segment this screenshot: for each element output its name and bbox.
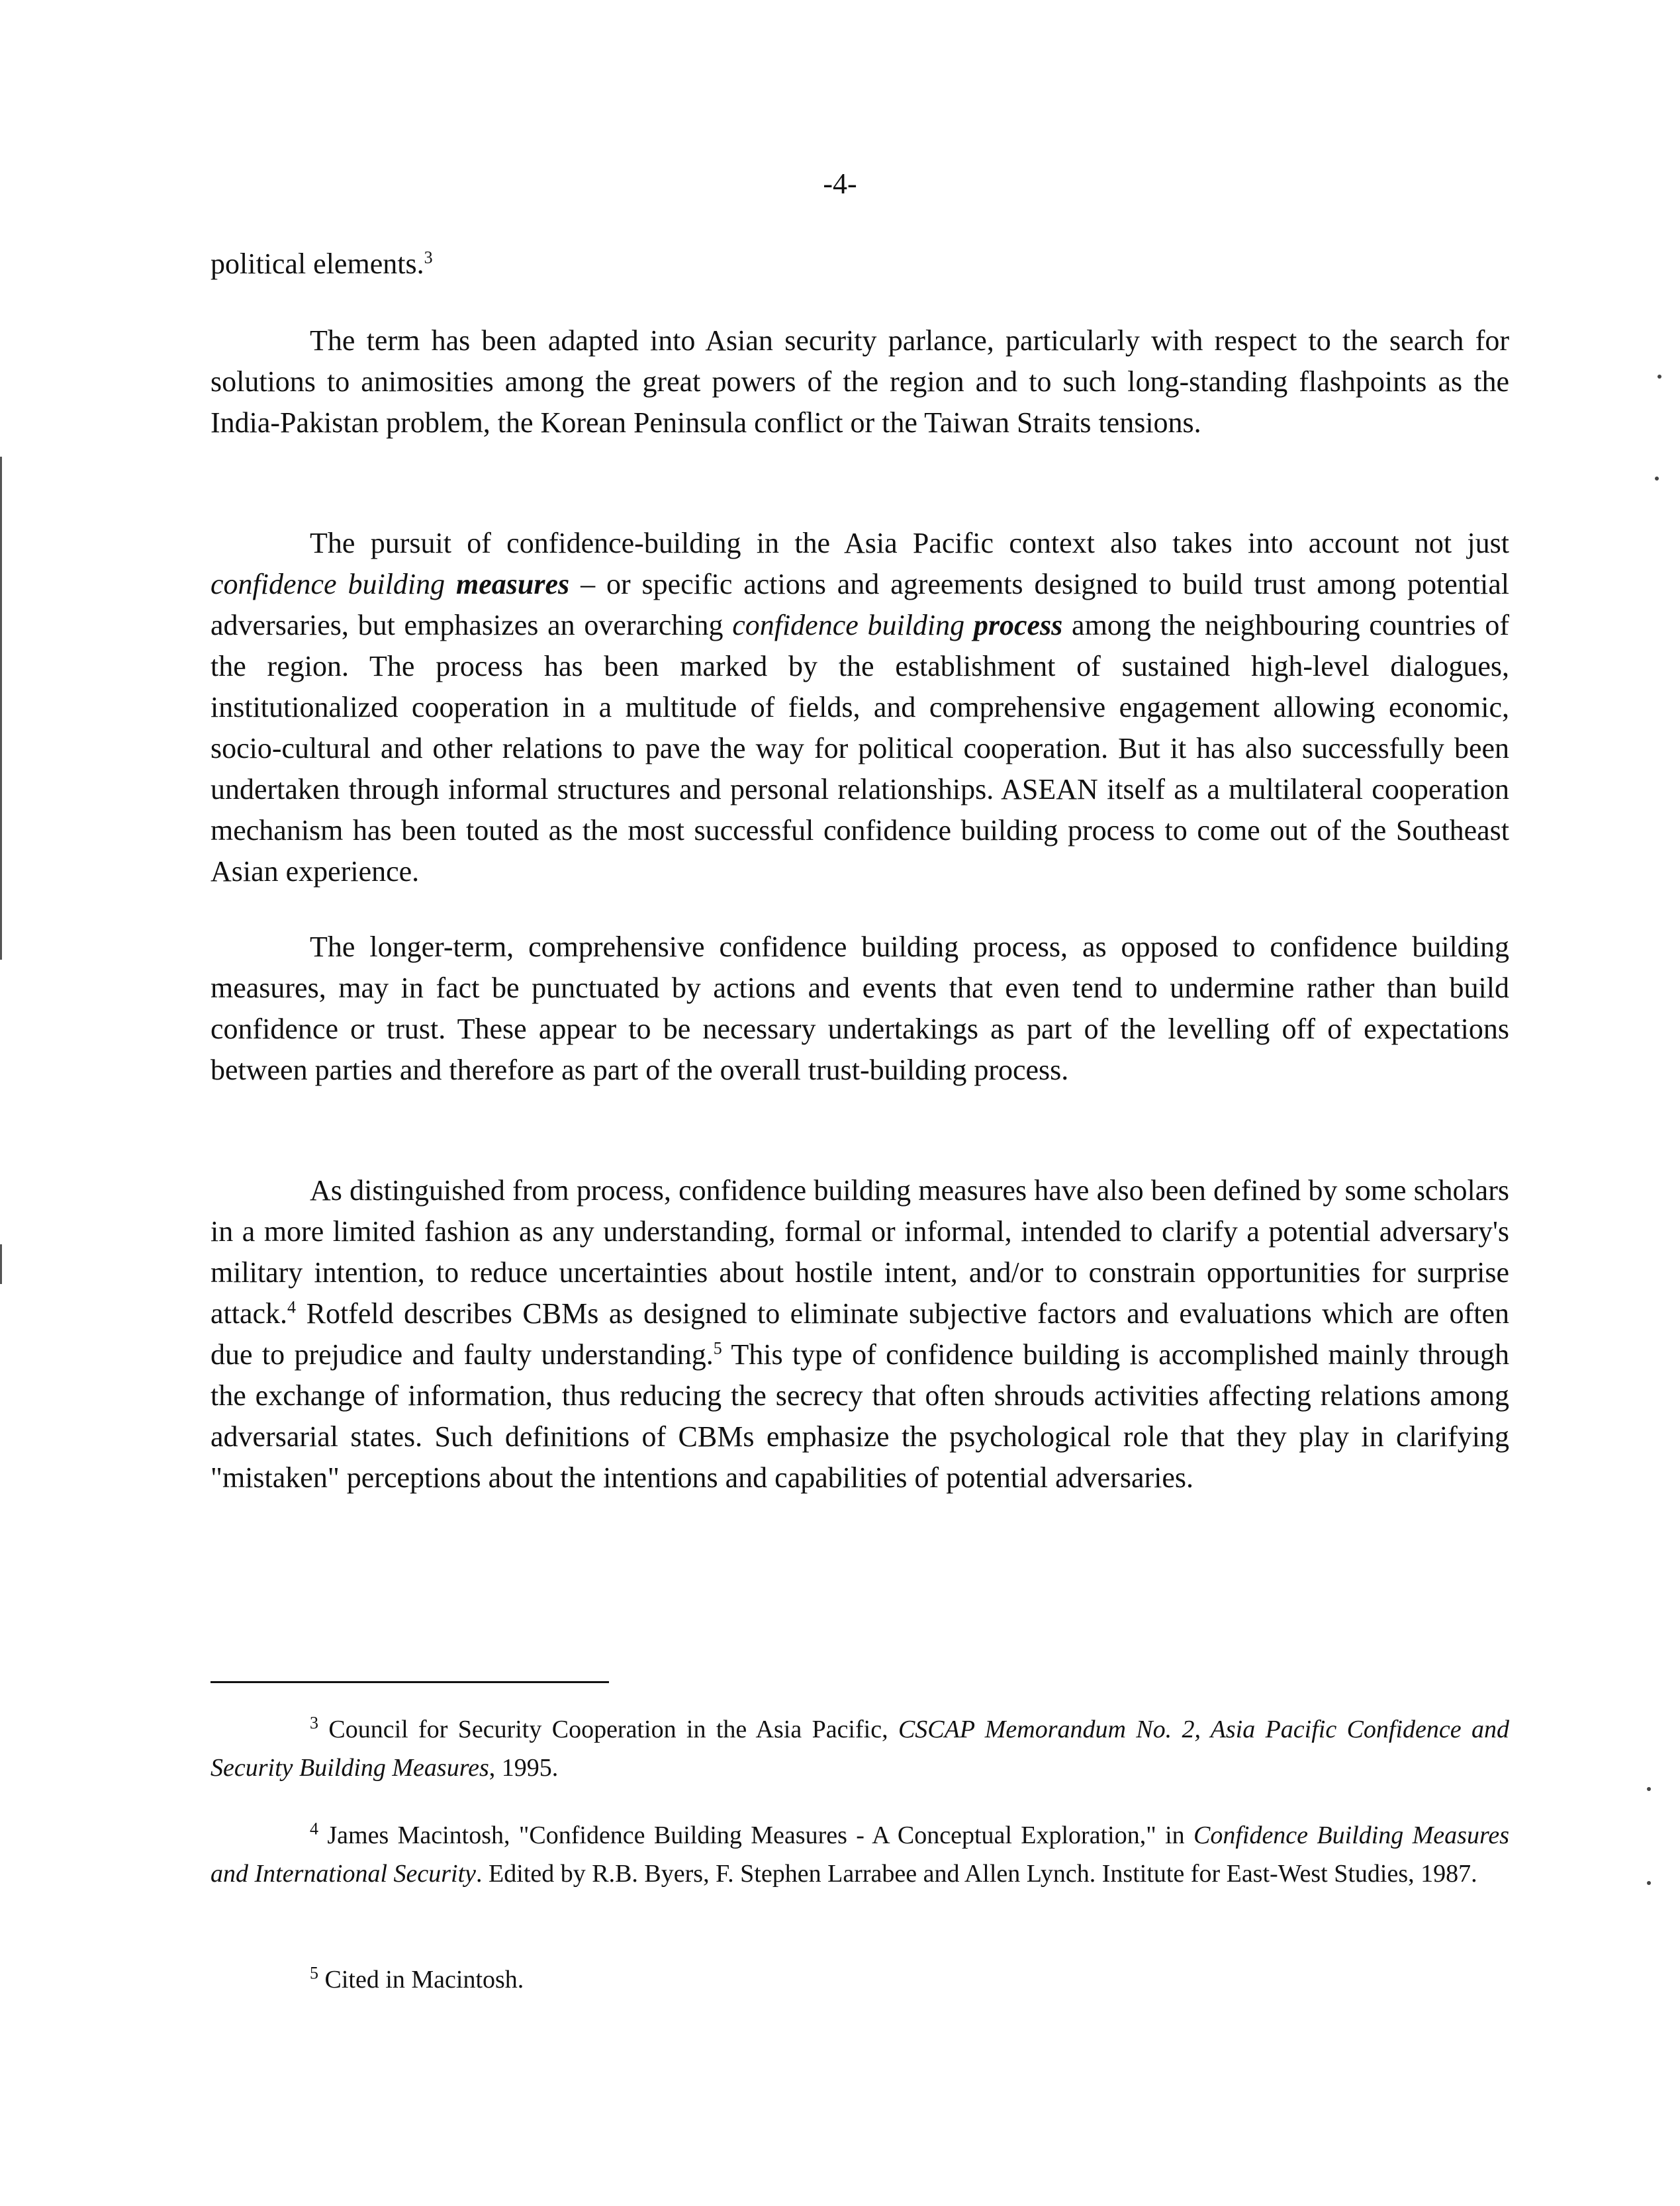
continuation-sentence: political elements. [210, 248, 424, 280]
page-number: -4- [823, 167, 857, 200]
footnote-divider [210, 1681, 609, 1683]
paragraph-2-italic-b: confidence building [732, 609, 974, 641]
footnote-4 [210, 1816, 1509, 1893]
footnote-ref-3: 3 [424, 248, 433, 267]
footnote-5-text: Cited in Macintosh. [318, 1966, 524, 1994]
paragraph-2-bold-italic-b: process [973, 609, 1063, 641]
paragraph-1: The term has been adapted into Asian security parlance, particularly with respect to the search for solutions to animosities among the great powers of the region and to such long-standing flashpoints as the India-Pakistan problem, the Korean Peninsula conflict or the Taiwan Straits tensions. [210, 324, 1509, 439]
continuation-text [210, 244, 1509, 285]
footnote-5-number: 5 [310, 1963, 318, 1983]
footnote-3-tail: , 1995. [489, 1754, 559, 1782]
scan-edge-line [0, 1244, 2, 1284]
footnote-4-title: Confidence Building Measures and International Security [210, 1821, 1509, 1888]
scan-edge-line [0, 457, 2, 960]
footnote-3-number: 3 [310, 1713, 318, 1733]
paragraph-2-text-c: among the neighbouring countries of the region. The process has been marked by the establishment of sustained high-level dialogues, institutionalized cooperation in a multitude of fields, and comprehensive engagement allowing economic, socio-cultural and other relations to pave the way for political cooperation. But it has also successfully been undertaken through informal structures and personal relationships. ASEAN itself as a multilateral cooperation mechanism has been touted as the most successful confidence building process to come out of the Southeast Asian experience. [210, 609, 1509, 888]
paragraph-2-text-b: – or specific actions and agreements designed to build trust among potential adversaries, but emphasizes an overarching [210, 568, 1509, 641]
paragraph-2 [210, 523, 1509, 892]
footnote-4-text: James Macintosh, "Confidence Building Measures - A Conceptual Exploration," in [318, 1821, 1193, 1849]
paragraph-2-text-a: The pursuit of confidence-building in the Asia Pacific context also takes into account not just [310, 527, 1509, 559]
footnote-4-number: 4 [310, 1819, 318, 1839]
paragraph-4-text-c: This type of confidence building is accomplished mainly through the exchange of information, thus reducing the secrecy that often shrouds activities affecting relations among adversarial states. Such definitions of CBMs emphasize the psychological role that they play in clarifying "mistaken" perceptions about the intentions and capabilities of potential adversaries. [210, 1338, 1509, 1494]
footnote-5 [210, 1960, 1509, 1999]
footnote-3-text: Council for Security Cooperation in the Asia Pacific, [318, 1716, 898, 1743]
scan-speck [1647, 1787, 1651, 1791]
scan-speck [1655, 477, 1659, 481]
paragraph-4 [210, 1170, 1509, 1498]
paragraph-2-bold-italic-a: measures [456, 568, 570, 600]
paragraph-4-text-b: Rotfeld describes CBMs as designed to eliminate subjective factors and evaluations which are often due to prejudice and faulty understanding. [210, 1297, 1509, 1371]
scan-speck [1657, 375, 1661, 379]
footnote-3 [210, 1710, 1509, 1787]
paragraph-2-italic-a: confidence building [210, 568, 457, 600]
scan-speck [1647, 1881, 1651, 1885]
footnote-ref-5: 5 [713, 1338, 722, 1358]
footnote-3-title: CSCAP Memorandum No. 2, Asia Pacific Confidence and Security Building Measures [210, 1716, 1509, 1782]
footnote-ref-4: 4 [287, 1297, 297, 1317]
footnote-4-tail: . Edited by R.B. Byers, F. Stephen Larrabee and Allen Lynch. Institute for East-West Studies, 1987. [476, 1860, 1477, 1888]
paragraph-4-text-a: As distinguished from process, confidence building measures have also been defined by some scholars in a more limited fashion as any understanding, formal or informal, intended to clarify a potential adversary's military intention, to reduce uncertainties about hostile intent, and/or to constrain opportunities for surprise attack. [210, 1174, 1509, 1330]
paragraph-3: The longer-term, comprehensive confidence building process, as opposed to confidence building measures, may in fact be punctuated by actions and events that even tend to undermine rather than build confidence or trust. These appear to be necessary undertakings as part of the levelling off of expectations between parties and therefore as part of the overall trust-building process. [210, 931, 1509, 1086]
